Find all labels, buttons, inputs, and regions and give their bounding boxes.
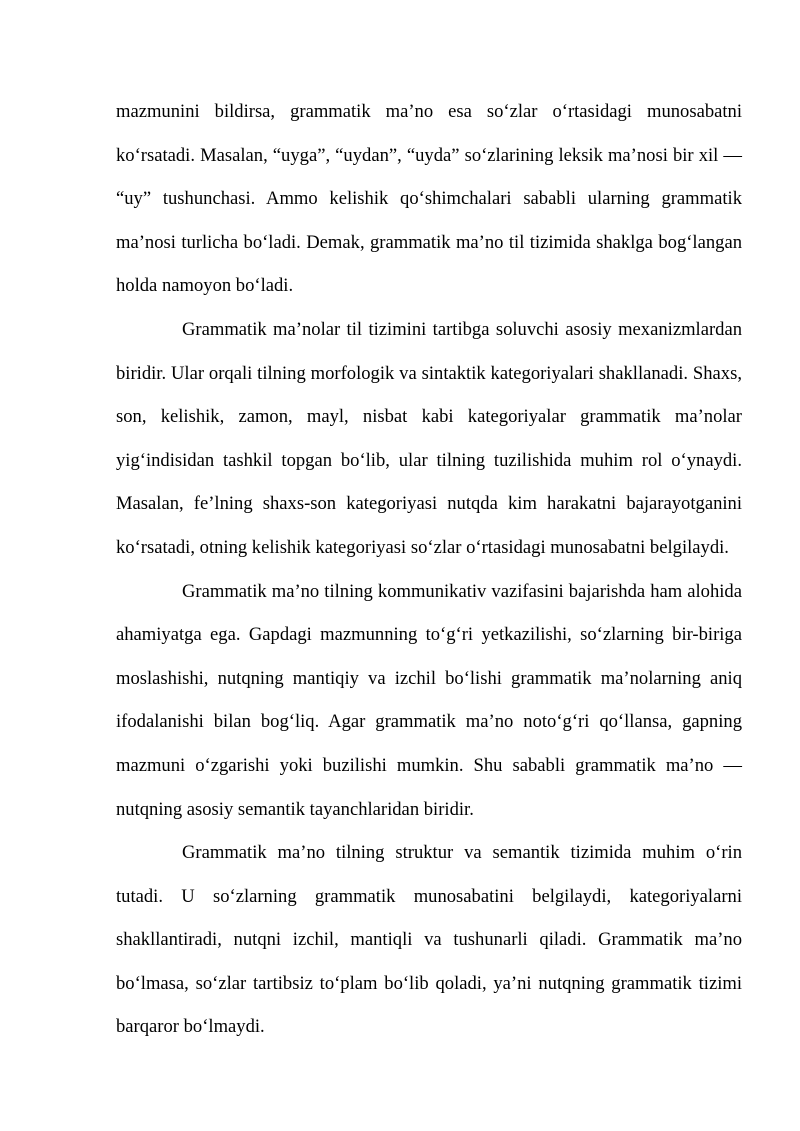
paragraph-continuation: mazmunini bildirsa, grammatik ma’no esa so‘zlar o‘rtasidagi munosabatni ko‘rsatadi. Masalan, “uyga”, “uydan”, “uyda” so‘zlarining leksik ma’nosi bir xil — “uy” tushunchasi. Ammo kelishik qo‘shimchalari sababli ularning grammatik ma’nosi turlicha bo‘ladi. Demak, grammatik ma’no til tizimida shaklga bog‘langan holda namoyon bo‘ladi.	[116, 101, 742, 297]
paragraph-conclusion: Grammatik ma’no tilning struktur va semantik tizimida muhim o‘rin tutadi. U so‘zlarning grammatik munosabatini belgilaydi, kategoriyalarni shakllantiradi, nutqni izchil, mantiqli va tushunarli qiladi. Grammatik ma’no bo‘lmasa, so‘zlar tartibsiz to‘plam bo‘lib qoladi, ya’ni nutqning grammatik tizimi barqaror bo‘lmaydi.	[116, 842, 742, 1038]
document-body	[116, 90, 742, 1049]
paragraph-grammatical-categories: Grammatik ma’nolar til tizimini tartibga soluvchi asosiy mexanizmlardan biridir. Ular orqali tilning morfologik va sintaktik kategoriyalari shakllanadi. Shaxs, son, kelishik, zamon, mayl, nisbat kabi kategoriyalar grammatik ma’nolar yig‘indisidan tashkil topgan bo‘lib, ular tilning tuzilishida muhim rol o‘ynaydi. Masalan, fe’lning shaxs-son kategoriyasi nutqda kim harakatni bajarayotganini ko‘rsatadi, otning kelishik kategoriyasi so‘zlar o‘rtasidagi munosabatni belgilaydi.	[116, 318, 742, 558]
paragraph-communicative-function: Grammatik ma’no tilning kommunikativ vazifasini bajarishda ham alohida ahamiyatga ega. Gapdagi mazmunning to‘g‘ri yetkazilishi, so‘zlarning bir-biriga moslashishi, nutqning mantiqiy va izchil bo‘lishi grammatik ma’nolarning aniq ifodalanishi bilan bog‘liq. Agar grammatik ma’no noto‘g‘ri qo‘llansa, gapning mazmuni o‘zgarishi yoki buzilishi mumkin. Shu sababli grammatik ma’no — nutqning asosiy semantik tayanchlaridan biridir.	[116, 580, 742, 820]
